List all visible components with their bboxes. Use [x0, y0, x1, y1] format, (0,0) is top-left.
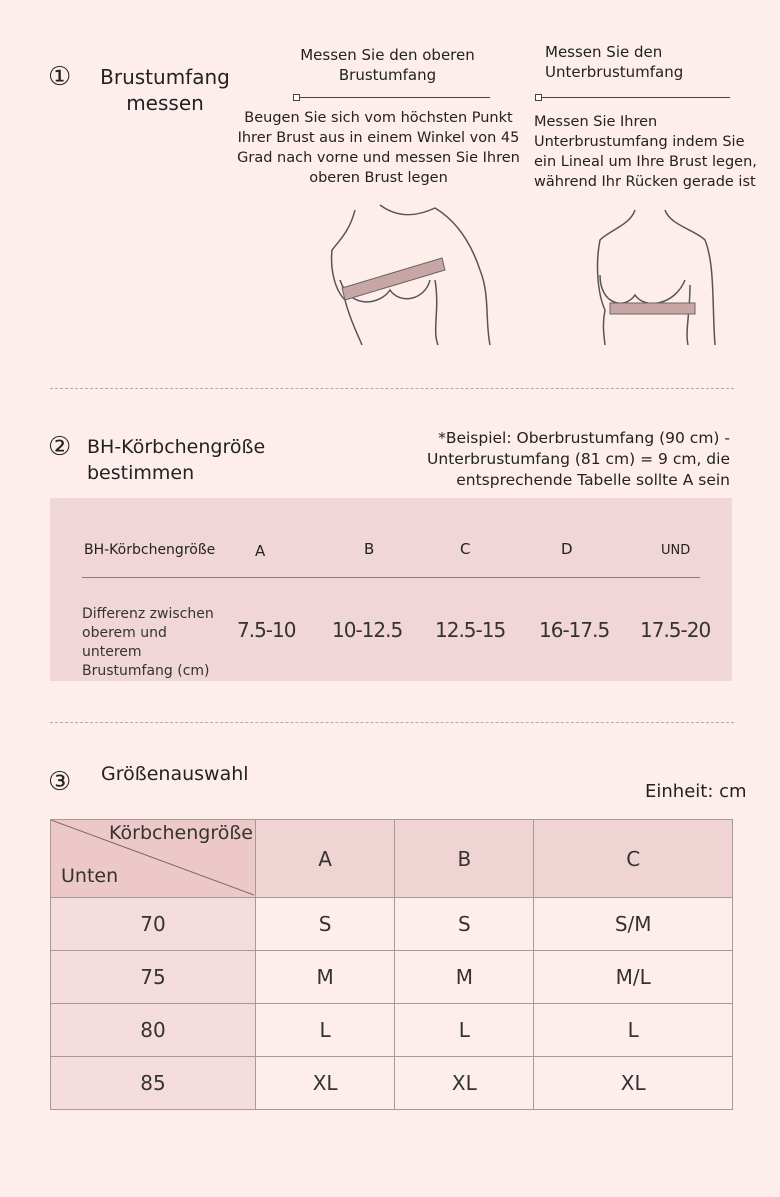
section3-title: Größenauswahl [101, 763, 249, 785]
size-cell: XL [395, 1057, 534, 1110]
section1-title-line2: messen [126, 91, 204, 115]
cup-C: C [460, 540, 471, 558]
upper-bust-text: Beugen Sie sich vom höchsten Punkt Ihrer Brust aus in einem Winkel von 45 Grad nach vorne und messen Sie Ihren oberen Brust legen [237, 110, 520, 186]
band-cell: 70 [51, 898, 256, 951]
section-divider [50, 388, 734, 389]
size-table [50, 819, 733, 1110]
corner-bottom-label: Unten [61, 865, 119, 887]
cup-B: B [364, 540, 375, 558]
section1-title [90, 64, 240, 116]
diff-label: Differenz zwischen oberem und unterem Brustumfang (cm) [82, 606, 214, 679]
divider-handle [535, 94, 542, 101]
diff-E: 17.5-20 [640, 618, 711, 642]
step-number-2: ② [48, 432, 72, 462]
col-header: C [534, 820, 733, 898]
cup-E: UND [661, 543, 691, 558]
size-cell: M [395, 951, 534, 1004]
size-cell: L [395, 1004, 534, 1057]
table-row [51, 1004, 733, 1057]
corner-top-label: Körbchengröße [109, 822, 253, 844]
corner-cell [51, 820, 256, 898]
size-cell: M [256, 951, 395, 1004]
table-row [51, 1057, 733, 1110]
under-bust-text: Messen Sie Ihren Unterbrustumfang indem Sie ein Lineal um Ihre Brust legen, während Ihr Rücken gerade ist [534, 114, 757, 190]
upper-divider [294, 97, 490, 98]
divider-handle [293, 94, 300, 101]
band-cell: 80 [51, 1004, 256, 1057]
size-cell: XL [534, 1057, 733, 1110]
table-row [51, 951, 733, 1004]
upper-bust-heading: Messen Sie den oberen Brustumfang [300, 46, 475, 84]
cup-D: D [561, 540, 573, 558]
diff-D: 16-17.5 [539, 618, 610, 642]
upper-bust-figure-icon [320, 200, 500, 350]
step-number-3: ③ [48, 767, 72, 797]
size-cell: S/M [534, 898, 733, 951]
example-note: *Beispiel: Oberbrustumfang (90 cm) - Unterbrustumfang (81 cm) = 9 cm, die entsprechende Tabelle sollte A sein [427, 429, 730, 489]
section1-title-line1: Brustumfang [100, 65, 230, 89]
section2-title-line1: BH-Körbchengröße [87, 436, 266, 458]
table-divider [82, 577, 700, 578]
cup-row-header: BH-Körbchengröße [84, 542, 216, 558]
size-table-header [51, 820, 733, 898]
col-header: B [395, 820, 534, 898]
under-divider [537, 97, 730, 98]
under-bust-heading: Messen Sie den Unterbrustumfang [545, 43, 684, 81]
section2-title-line2: bestimmen [87, 462, 195, 484]
size-cell: S [395, 898, 534, 951]
band-cell: 85 [51, 1057, 256, 1110]
table-row [51, 898, 733, 951]
section2-title [87, 434, 265, 486]
section-divider [50, 722, 734, 723]
size-cell: S [256, 898, 395, 951]
unit-label: Einheit: cm [645, 781, 747, 802]
diff-C: 12.5-15 [435, 618, 506, 642]
band-cell: 75 [51, 951, 256, 1004]
size-cell: L [534, 1004, 733, 1057]
size-cell: XL [256, 1057, 395, 1110]
step-number-1: ① [48, 62, 72, 92]
cup-A: A [255, 542, 266, 560]
size-cell: L [256, 1004, 395, 1057]
diff-B: 10-12.5 [332, 618, 403, 642]
col-header: A [256, 820, 395, 898]
under-bust-figure-icon [590, 205, 740, 350]
size-cell: M/L [534, 951, 733, 1004]
diff-A: 7.5-10 [237, 618, 296, 642]
